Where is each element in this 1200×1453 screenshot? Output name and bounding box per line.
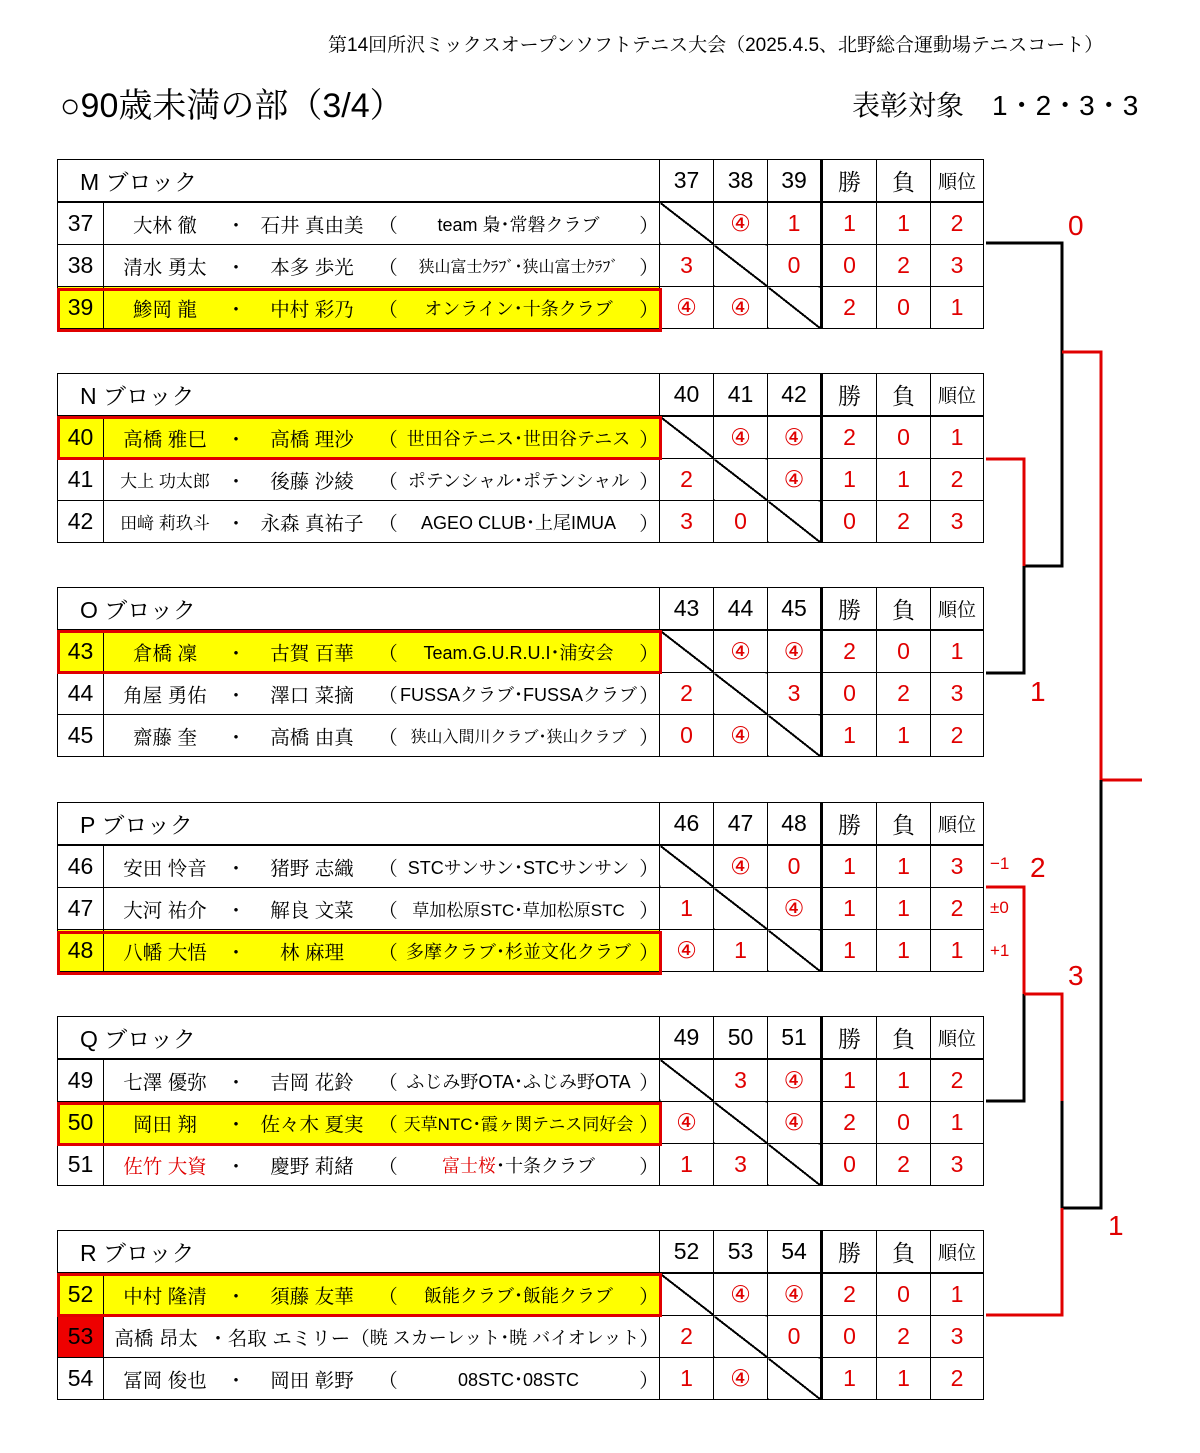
bracket-score: 3 [1068, 960, 1084, 991]
entry-number: 44 [58, 673, 104, 715]
col-header: 42 [768, 374, 822, 417]
rank-cell: 1 [931, 1273, 984, 1316]
bracket-score: 1 [1108, 1210, 1124, 1241]
result-cell: ④ [660, 930, 714, 972]
club: 狭山富士ｸﾗﾌﾞ･狭山富士ｸﾗﾌﾞ [418, 259, 619, 276]
wins-header: 勝 [822, 1017, 877, 1060]
player1: 岡田 翔 [133, 1113, 197, 1136]
wins-cell: 1 [822, 202, 877, 245]
rank-cell: 1 [931, 930, 984, 972]
bracket-line [986, 887, 1024, 994]
losses-cell: 2 [877, 501, 931, 543]
col-header: 38 [714, 160, 768, 203]
dot: ・ [226, 512, 246, 535]
paren: （ [378, 470, 398, 493]
result-cell: ④ [714, 287, 768, 329]
result-cell: ④ [768, 1059, 822, 1102]
player1: 七澤 優弥 [123, 1071, 207, 1094]
bracket-line [1024, 994, 1062, 1101]
col-header: 51 [768, 1017, 822, 1060]
player2: 高橋 理沙 [270, 428, 354, 451]
paren: （ [378, 642, 398, 665]
rank-header: 順位 [931, 588, 984, 631]
losses-cell: 1 [877, 459, 931, 501]
club: 暁 スカーレット･暁 バイオレット [369, 1327, 640, 1348]
result-cell: 3 [714, 1144, 768, 1186]
losses-header: 負 [877, 160, 931, 203]
dot: ・ [226, 470, 246, 493]
rank-cell: 3 [931, 245, 984, 287]
club: FUSSAクラブ･FUSSAクラブ [399, 684, 638, 705]
player2: 岡田 彰野 [270, 1369, 354, 1392]
point-diff: ±0 [990, 898, 1009, 917]
entry-number: 46 [58, 845, 104, 888]
wins-cell: 1 [822, 1358, 877, 1400]
result-cell: ④ [714, 416, 768, 459]
dot: ・ [226, 256, 246, 279]
club: 世田谷テニス･世田谷テニス [406, 428, 631, 449]
losses-header: 負 [877, 1017, 931, 1060]
club: オンライン･十条クラブ [424, 298, 613, 319]
losses-header: 負 [877, 588, 931, 631]
result-cell: 0 [660, 715, 714, 757]
player1: 中村 隆清 [123, 1285, 207, 1308]
losses-cell: 0 [877, 1102, 931, 1144]
dot: ・ [226, 214, 246, 237]
rank-cell: 3 [931, 501, 984, 543]
club: ポテンシャル･ポテンシャル [407, 470, 630, 491]
result-cell: 1 [660, 888, 714, 930]
page-title: ○90歳未満の部（3/4） [60, 87, 404, 125]
player1: 安田 怜音 [123, 857, 207, 880]
award-info: 表彰対象 1・2・3・3 [852, 90, 1139, 121]
wins-cell: 2 [822, 630, 877, 673]
col-header: 37 [660, 160, 714, 203]
paren: ） [639, 214, 659, 237]
player2: 後藤 沙綾 [270, 470, 354, 493]
dot: ・ [226, 1369, 246, 1392]
paren: （ [378, 899, 398, 922]
player1: 鯵岡 龍 [133, 298, 197, 321]
dot: ・ [226, 1155, 246, 1178]
point-diff: +1 [990, 941, 1010, 960]
paren: （ [378, 857, 398, 880]
paren: ） [639, 470, 659, 493]
player1: 高橋 雅巳 [123, 428, 207, 451]
result-cell: ④ [768, 888, 822, 930]
wins-cell: 0 [822, 1316, 877, 1358]
losses-cell: 2 [877, 245, 931, 287]
wins-cell: 0 [822, 501, 877, 543]
block-name: R ブロック [58, 1231, 660, 1274]
paren: （ [378, 1285, 398, 1308]
losses-cell: 0 [877, 416, 931, 459]
club-name: ･十条クラブ [496, 1155, 595, 1176]
paren: ） [639, 1071, 659, 1094]
player1: 佐竹 大資 [123, 1155, 207, 1178]
block-name: P ブロック [58, 803, 660, 846]
entry-number: 50 [58, 1102, 104, 1144]
bracket-score: 0 [1068, 210, 1084, 241]
result-cell: ④ [714, 1273, 768, 1316]
losses-header: 負 [877, 1231, 931, 1274]
rank-cell: 1 [931, 416, 984, 459]
entry-number: 52 [58, 1273, 104, 1316]
wins-cell: 0 [822, 673, 877, 715]
entry-number: 42 [58, 501, 104, 543]
bracket-score: 1 [1030, 676, 1046, 707]
rank-cell: 1 [931, 1102, 984, 1144]
result-cell: 0 [768, 245, 822, 287]
block-name: M ブロック [58, 160, 660, 203]
paren: ） [639, 1155, 659, 1178]
result-cell: 3 [714, 1059, 768, 1102]
result-cell: ④ [714, 630, 768, 673]
player2: 名取 エミリー [227, 1327, 351, 1350]
dot: ・ [226, 899, 246, 922]
player2: 解良 文菜 [270, 899, 354, 922]
bracket-line [986, 459, 1024, 566]
paren: ） [639, 256, 659, 279]
rank-cell: 2 [931, 202, 984, 245]
result-cell: 0 [768, 845, 822, 888]
entry-number: 37 [58, 202, 104, 245]
result-cell: 2 [660, 1316, 714, 1358]
col-header: 47 [714, 803, 768, 846]
result-cell: ④ [768, 459, 822, 501]
rank-cell: 2 [931, 888, 984, 930]
result-cell: 1 [768, 202, 822, 245]
club: 草加松原STC･草加松原STC [412, 901, 625, 920]
player2: 古賀 百華 [270, 642, 354, 665]
entry-number: 39 [58, 287, 104, 329]
result-cell: ④ [768, 630, 822, 673]
col-header: 54 [768, 1231, 822, 1274]
rank-header: 順位 [931, 160, 984, 203]
rank-header: 順位 [931, 803, 984, 846]
result-cell: 1 [660, 1358, 714, 1400]
wins-header: 勝 [822, 588, 877, 631]
bracket-line [1062, 780, 1101, 1208]
block-name: N ブロック [58, 374, 660, 417]
dot: ・ [226, 1285, 246, 1308]
entry-number: 49 [58, 1059, 104, 1102]
paren: （ [378, 1071, 398, 1094]
club: 多摩クラブ･杉並文化クラブ [406, 941, 631, 962]
wins-cell: 1 [822, 1059, 877, 1102]
result-cell: ④ [714, 845, 768, 888]
player2: 澤口 菜摘 [270, 684, 354, 707]
wins-cell: 1 [822, 888, 877, 930]
player1: 大上 功太郎 [120, 472, 210, 491]
losses-cell: 1 [877, 845, 931, 888]
col-header: 41 [714, 374, 768, 417]
player2: 吉岡 花鈴 [270, 1071, 354, 1094]
losses-cell: 1 [877, 1059, 931, 1102]
col-header: 53 [714, 1231, 768, 1274]
tournament-info: 第14回所沢ミックスオープンソフトテニス大会（2025.4.5、北野総合運動場テニスコート） [328, 35, 1104, 56]
dot: ・ [226, 941, 246, 964]
losses-cell: 1 [877, 715, 931, 757]
rank-cell: 3 [931, 845, 984, 888]
losses-cell: 1 [877, 888, 931, 930]
paren: （ [378, 1369, 398, 1392]
wins-cell: 2 [822, 1273, 877, 1316]
paren: ） [639, 298, 659, 321]
col-header: 45 [768, 588, 822, 631]
rank-cell: 2 [931, 1358, 984, 1400]
col-header: 40 [660, 374, 714, 417]
paren: （ [378, 684, 398, 707]
paren: （ [378, 214, 398, 237]
losses-cell: 1 [877, 202, 931, 245]
entry-number: 43 [58, 630, 104, 673]
dot: ・ [226, 1071, 246, 1094]
result-cell: ④ [768, 416, 822, 459]
bracket-line [986, 1208, 1062, 1315]
paren: ） [639, 512, 659, 535]
player2: 猪野 志織 [270, 857, 354, 880]
club: 天草NTC･霞ヶ関テニス同好会 [403, 1115, 634, 1134]
rank-cell: 3 [931, 1316, 984, 1358]
rank-header: 順位 [931, 1231, 984, 1274]
player1: 清水 勇太 [123, 256, 207, 279]
entry-number: 40 [58, 416, 104, 459]
bracket-line [986, 994, 1024, 1101]
paren: ） [639, 642, 659, 665]
player2: 中村 彩乃 [270, 298, 354, 321]
club: 08STC･08STC [457, 1369, 580, 1390]
player1: 八幡 大悟 [123, 941, 207, 964]
player2: 永森 真祐子 [260, 512, 364, 535]
paren: ） [639, 1113, 659, 1136]
paren: （ [378, 256, 398, 279]
paren: ） [639, 1369, 659, 1392]
losses-cell: 2 [877, 1144, 931, 1186]
bracket-score: 2 [1030, 852, 1046, 883]
paren: ） [639, 1285, 659, 1308]
col-header: 48 [768, 803, 822, 846]
paren: （ [378, 512, 398, 535]
losses-header: 負 [877, 374, 931, 417]
rank-cell: 1 [931, 287, 984, 329]
bracket-line [1062, 352, 1142, 780]
entry-number: 38 [58, 245, 104, 287]
paren: （ [378, 1155, 398, 1178]
player1: 大河 祐介 [123, 899, 207, 922]
result-cell: 2 [660, 673, 714, 715]
result-cell: ④ [714, 1358, 768, 1400]
club: STCサンサン･STCサンサン [407, 857, 630, 878]
player2: 本多 歩光 [270, 256, 354, 279]
paren: （ [350, 1327, 370, 1350]
club: 飯能クラブ･飯能クラブ [424, 1285, 613, 1306]
rank-cell: 2 [931, 715, 984, 757]
result-cell: 1 [660, 1144, 714, 1186]
paren: ） [639, 899, 659, 922]
result-cell: 3 [660, 245, 714, 287]
paren: ） [639, 1327, 659, 1350]
dot: ・ [208, 1327, 228, 1350]
losses-cell: 2 [877, 673, 931, 715]
result-cell: ④ [768, 1102, 822, 1144]
block-name: O ブロック [58, 588, 660, 631]
col-header: 43 [660, 588, 714, 631]
player2: 林 麻理 [280, 941, 344, 964]
losses-cell: 0 [877, 1273, 931, 1316]
entry-number: 41 [58, 459, 104, 501]
wins-header: 勝 [822, 374, 877, 417]
paren: ） [639, 428, 659, 451]
club-name: 富士桜 [442, 1155, 496, 1176]
entry-number: 51 [58, 1144, 104, 1186]
col-header: 39 [768, 160, 822, 203]
col-header: 44 [714, 588, 768, 631]
player1: 大林 徹 [133, 214, 197, 237]
dot: ・ [226, 857, 246, 880]
losses-header: 負 [877, 803, 931, 846]
dot: ・ [226, 684, 246, 707]
player2: 慶野 莉緒 [270, 1155, 354, 1178]
result-cell: ④ [714, 202, 768, 245]
entry-number: 48 [58, 930, 104, 972]
club: ふじみ野OTA･ふじみ野OTA [406, 1071, 631, 1092]
player1: 田﨑 莉玖斗 [120, 514, 210, 533]
result-cell: ④ [660, 1102, 714, 1144]
paren: ） [639, 726, 659, 749]
col-header: 46 [660, 803, 714, 846]
col-header: 52 [660, 1231, 714, 1274]
entry-number: 53 [58, 1316, 104, 1358]
player2: 石井 真由美 [260, 214, 364, 237]
paren: ） [639, 684, 659, 707]
player2: 佐々木 夏実 [260, 1113, 364, 1136]
rank-cell: 2 [931, 1059, 984, 1102]
wins-header: 勝 [822, 1231, 877, 1274]
rank-cell: 3 [931, 673, 984, 715]
player2: 高橋 由真 [270, 726, 354, 749]
club: AGEO CLUB･上尾IMUA [420, 512, 617, 533]
wins-cell: 2 [822, 287, 877, 329]
paren: （ [378, 941, 398, 964]
result-cell: ④ [660, 287, 714, 329]
dot: ・ [226, 642, 246, 665]
club: 狭山入間川クラブ･狭山クラブ [410, 729, 627, 746]
wins-cell: 1 [822, 459, 877, 501]
rank-cell: 2 [931, 459, 984, 501]
wins-cell: 1 [822, 930, 877, 972]
rank-header: 順位 [931, 1017, 984, 1060]
wins-cell: 1 [822, 845, 877, 888]
player2: 須藤 友華 [270, 1285, 354, 1308]
dot: ・ [226, 428, 246, 451]
wins-header: 勝 [822, 160, 877, 203]
result-cell: ④ [714, 715, 768, 757]
entry-number: 54 [58, 1358, 104, 1400]
dot: ・ [226, 1113, 246, 1136]
paren: （ [378, 298, 398, 321]
result-cell: ④ [768, 1273, 822, 1316]
wins-cell: 2 [822, 1102, 877, 1144]
result-cell: 0 [714, 501, 768, 543]
losses-cell: 0 [877, 287, 931, 329]
player1: 倉橋 凜 [133, 642, 197, 665]
col-header: 50 [714, 1017, 768, 1060]
wins-cell: 1 [822, 715, 877, 757]
player1: 角屋 勇佑 [123, 684, 207, 707]
entry-number: 45 [58, 715, 104, 757]
losses-cell: 1 [877, 1358, 931, 1400]
rank-cell: 1 [931, 630, 984, 673]
dot: ・ [226, 726, 246, 749]
losses-cell: 0 [877, 630, 931, 673]
paren: ） [639, 857, 659, 880]
col-header: 49 [660, 1017, 714, 1060]
player1: 齋藤 奎 [133, 726, 197, 749]
point-diff: −1 [990, 854, 1010, 873]
paren: （ [378, 428, 398, 451]
result-cell: 2 [660, 459, 714, 501]
paren: （ [378, 1113, 398, 1136]
paren: ） [639, 941, 659, 964]
club: Team.G.U.R.U.I･浦安会 [423, 642, 614, 663]
rank-cell: 3 [931, 1144, 984, 1186]
losses-cell: 2 [877, 1316, 931, 1358]
result-cell: 0 [768, 1316, 822, 1358]
player1: 高橋 昂太 [114, 1327, 198, 1350]
losses-cell: 1 [877, 930, 931, 972]
result-cell: 3 [768, 673, 822, 715]
entry-number: 47 [58, 888, 104, 930]
block-name: Q ブロック [58, 1017, 660, 1060]
player1: 冨岡 俊也 [123, 1369, 207, 1392]
wins-cell: 0 [822, 245, 877, 287]
result-cell: 1 [714, 930, 768, 972]
result-cell: 3 [660, 501, 714, 543]
wins-header: 勝 [822, 803, 877, 846]
wins-cell: 2 [822, 416, 877, 459]
club: team 梟･常磐クラブ [437, 214, 600, 235]
dot: ・ [226, 298, 246, 321]
rank-header: 順位 [931, 374, 984, 417]
paren: （ [378, 726, 398, 749]
wins-cell: 0 [822, 1144, 877, 1186]
